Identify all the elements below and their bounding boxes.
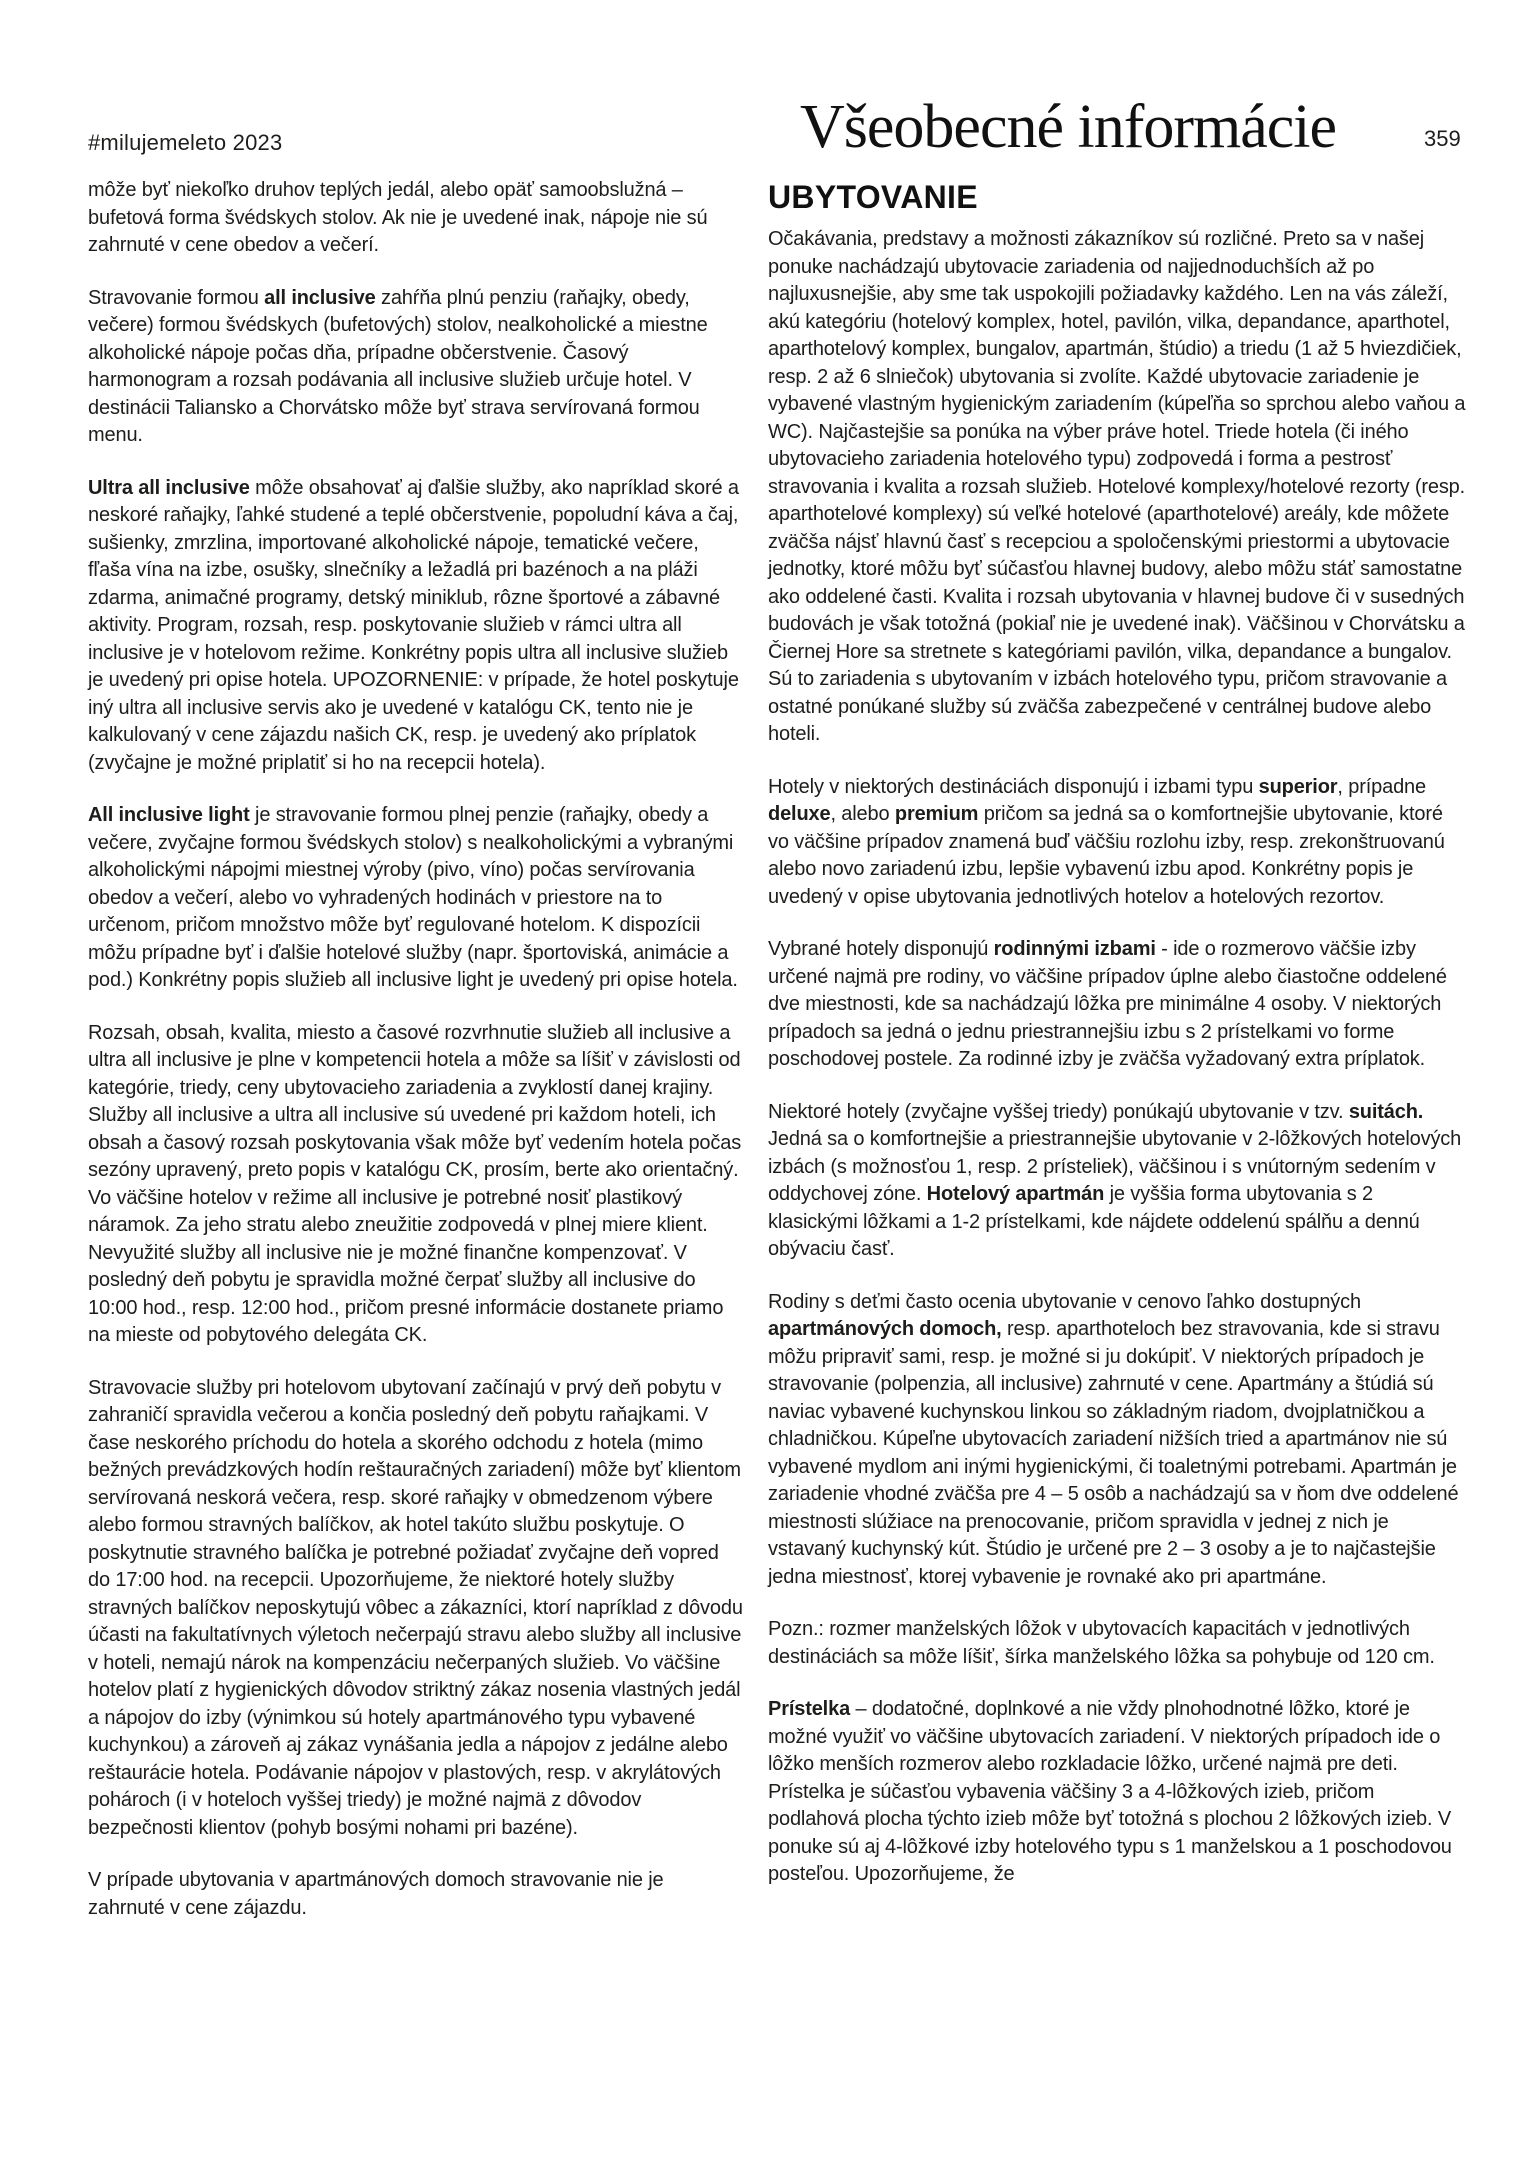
text-run: Očakávania, predstavy a možnosti zákazníkov sú rozličné. Preto sa v našej ponuke nachádzajú ubytovacie zariadenia od najjednoduchších až po najluxusnejšie, aby sme tak uspokojili požiadavky každého. Len na vás záleží, akú kategóriu (hotelový komplex, hotel, pavilón, vilka, depandance, aparthotel, aparthotelový komplex, bungalov, apartmán, štúdio) a triedu (1 až 5 hviezdičiek, resp. 2 až 6 slniečok) ubytovania si zvolíte. Každé ubytovacie zariadenie je vybavené vlastným hygienickým zariadením (kúpeľňa so sprchou alebo vaňou a WC). Najčastejšie sa ponúka na výber práve hotel. Triede hotela (či iného ubytovacieho zariadenia hotelového typu) zodpovedá i forma a pestrosť stravovania i kvalita a rozsah služieb. Hotelové komplexy/hotelové rezorty (resp. aparthotelové komplexy) sú veľké hotelové (aparthotelové) areály, kde môžete zväčša nájsť hlavnú časť s recepciou a spoločenskými priestormi a ubytovacie jednotky, ktoré môžu byť súčasťou hlavnej budovy, alebo môžu stáť samostatne ako oddelené časti. Kvalita i rozsah ubytovania v hlavnej budove či v susedných budovách je však totožná (pokiaľ nie je uvedené inak). Väčšinou v Chorvátsku a Čiernej Hore sa stretnete s kategóriami pavilón, vilka, depandance a bungalov. Sú to zariadenia s ubytovaním v izbách hotelového typu, pričom stravovanie a ostatné ponúkané služby sú zväčša zabezpečené v centrálnej budove alebo hoteli. [768, 228, 1466, 745]
text-run: Jedná sa o komfortnejšie a priestrannejšie ubytovanie v 2-lôžkových hotelových izbách (s možnosťou 1, resp. 2 prísteliek), väčšinou i s vnútorným sedením v oddychovej zóne. [768, 1128, 1462, 1205]
paragraph [88, 802, 744, 995]
text-run: Vybrané hotely disponujú [768, 938, 994, 960]
text-run: Hotely v niektorých destináciách disponujú i izbami typu [768, 775, 1259, 798]
text-run: Stravovacie služby pri hotelovom ubytovaní začínajú v prvý deň pobytu v zahraničí spravidla večerou a končia posledný deň pobytu raňajkami. V čase neskorého príchodu do hotela a skorého odchodu z hotela (mimo bežných prevádzkových hodín reštauračných zariadení) môže byť klientom servírovaná neskorá večera, resp. skoré raňajky v obmedzenom výbere alebo formou stravných balíčkov, ak hotel takúto službu poskytuje. O poskytnutie stravného balíčka je potrebné požiadať zvyčajne deň vopred do 17:00 hod. na recepcii. Upozorňujeme, že niektoré hotely služby stravných balíčkov neposkytujú vôbec a zákazníci, ktorí napríklad z dôvodu účasti na fakultatívnych výletoch nečerpajú stravu alebo služby all inclusive v hoteli, nemajú nárok na kompenzáciu nečerpaných služieb. Vo väčšine hotelov platí z hygienických dôvodov striktný zákaz nosenia vlastných jedál a nápojov do izby (výnimkou sú hotely apartmánového typu vybavené kuchynkou) a zároveň aj zákaz vynášania jedla a nápojov z jedálne alebo reštaurácie hotela. Podávanie nápojov v plastových, resp. v akrylátových pohároch (i v hoteloch vyššej triedy) je možné najmä z dôvodov bezpečnosti klientov (pohyb bosými nohami pri bazéne). [88, 1376, 743, 1839]
bold-text-run: suitách. [1348, 1100, 1424, 1123]
text-run: zahŕňa plnú penziu (raňajky, obedy, večere) formou švédskych (bufetových) stolov, nealkoholické a miestne alkoholické nápoje počas dňa, prípadne občerstvenie. Časový harmonogram a rozsah podávania all inclusive služieb určuje hotel. V destinácii Taliansko a Chorvátsko môže byť strava servírovaná formou menu. [88, 286, 708, 446]
text-run: pričom sa jedná sa o komfortnejšie ubytovanie, ktoré vo väčšine prípadov znamená buď väčšiu rozlohu izby, resp. zrekonštruovanú alebo novo zariadenú izbu, lepšie vybavenú izbu apod. Konkrétny popis je uvedený v opise ubytovania jednotlivých hotelov a hotelových rezortov. [768, 803, 1445, 908]
right-column [768, 180, 1467, 1889]
text-run: je vyššia forma ubytovania s 2 klasickými lôžkami a 1-2 prístelkami, kde nájdete oddelenú spálňu a dennú obývaciu časť. [768, 1183, 1420, 1260]
paragraph [88, 177, 744, 260]
left-column [88, 177, 744, 1922]
text-run: , prípadne [1337, 775, 1426, 798]
paragraph [768, 226, 1467, 749]
paragraph [768, 1099, 1467, 1264]
text-run: - ide o rozmerovo väčšie izby určené najmä pre rodiny, vo väčšine prípadov úplne alebo čiastočne oddelené dve miestnosti, kde sa nachádzajú lôžka pre minimálne 4 osoby. V niektorých prípadoch sa jedná o jednu priestrannejšiu izbu s 2 prístelkami vo forme poschodovej postele. Za rodinné izby je zväčša vyžadovaný extra príplatok. [768, 938, 1447, 1070]
text-run: Rodiny s deťmi často ocenia ubytovanie v cenovo ľahko dostupných [768, 1290, 1361, 1313]
text-run: je stravovanie formou plnej penzie (raňajky, obedy a večere, zvyčajne formou švédskych stolov) s nealkoholickými a vybranými alkoholickými nápojmi miestnej výroby (pivo, víno) počas servírovania obedov a večerí, alebo vo vyhradených hodinách v priestore na to určenom, pričom množstvo môže byť regulované hotelom. K dispozícii môžu prípadne byť i ďalšie hotelové služby (napr. športoviská, animácie a pod.) Konkrétny popis služieb all inclusive light je uvedený pri opise hotela. [88, 804, 738, 991]
bold-text-run: all inclusive [264, 286, 376, 309]
text-run: Niektoré hotely (zvyčajne vyššej triedy) ponúkajú ubytovanie v tzv. [768, 1100, 1349, 1123]
bold-text-run: Hotelový apartmán [926, 1183, 1105, 1205]
bold-text-run: Prístelka [768, 1698, 851, 1720]
paragraph [768, 1696, 1467, 1889]
bold-text-run: premium [894, 803, 979, 825]
text-run: V prípade ubytovania v apartmánových domoch stravovanie nie je zahrnuté v cene zájazdu. [88, 1869, 664, 1919]
paragraph [768, 936, 1467, 1074]
text-run: Pozn.: rozmer manželských lôžok v ubytovacích kapacitách v jednotlivých destináciách sa môže líšiť, šírka manželského lôžka sa pohybuje od 120 cm. [768, 1618, 1435, 1668]
text-run: Rozsah, obsah, kvalita, miesto a časové rozvrhnutie služieb all inclusive a ultra all inclusive je plne v kompetencii hotela a môže sa líšiť v závislosti od kategórie, triedy, ceny ubytovacieho zariadenia a zvyklostí danej krajiny. Služby all inclusive a ultra all inclusive sú uvedené pri každom hoteli, ich obsah a časový rozsah poskytovania však môže byť vedením hotela počas sezóny upravený, preto popis v katalógu CK, prosím, berte ako orientačný. Vo väčšine hotelov v režime all inclusive je potrebné nosiť plastikový náramok. Za jeho stratu alebo zneužitie zodpovedá v plnej miere klient. Nevyužité služby all inclusive nie je možné finančne kompenzovať. V posledný deň pobytu je spravidla možné čerpať služby all inclusive do 10:00 hod., resp. 12:00 hod., pričom presné informácie dostanete priamo na mieste od pobytového delegáta CK. [88, 1021, 742, 1346]
text-run: , alebo [830, 803, 895, 825]
paragraph [88, 285, 744, 450]
text-run: môže obsahovať aj ďalšie služby, ako napríklad skoré a neskoré raňajky, ľahké studené a teplé občerstvenie, popoludní káva a čaj, sušienky, zmrzlina, importované alkoholické nápoje, tematické večere, fľaša vína na izbe, osušky, slnečníky a ležadlá pri bazénoch a na pláži zdarma, animačné programy, detský miniklub, rôzne športové a zábavné aktivity. Program, rozsah, resp. poskytovanie služieb v rámci ultra all inclusive je v hotelovom režime. Konkrétny popis ultra all inclusive služieb je uvedený pri opise hotela. UPOZORNENIE: v prípade, že hotel poskytuje iný ultra all inclusive servis ako je uvedené v katalógu CK, tento nie je kalkulovaný v cene zájazdu našich CK, resp. je uvedený ako príplatok (zvyčajne je možné priplatiť si ho na recepcii hotela). [88, 476, 739, 774]
section-heading-ubytovanie: UBYTOVANIE [768, 179, 978, 215]
paragraph [88, 475, 744, 778]
bold-text-run: All inclusive light [88, 804, 250, 826]
bold-text-run: Ultra all inclusive [88, 476, 250, 499]
bold-text-run: apartmánových domoch, [768, 1318, 1002, 1340]
text-run: môže byť niekoľko druhov teplých jedál, alebo opäť samoobslužná – bufetová forma švédskych stolov. Ak nie je uvedené inak, nápoje nie sú zahrnuté v cene obedov a večerí. [88, 179, 708, 256]
bold-text-run: rodinnými izbami [993, 938, 1156, 960]
bold-text-run: deluxe [768, 803, 831, 825]
paragraph [768, 1616, 1467, 1671]
text-run: resp. aparthoteloch bez stravovania, kde si stravu môžu pripraviť sami, resp. je možné si ju dokúpiť. V niektorých prípadoch je stravovanie (polpenzia, all inclusive) zahrnuté v cene. Apartmány a štúdiá sú naviac vybavené kuchynskou linkou so základným riadom, dvojplatničkou a chladničkou. Kúpeľne ubytovacích zariadení nižších tried a apartmánov nie sú vybavené mydlom ani inými hygienickými, či toaletnými potrebami. Apartmán je zariadenie vhodné zväčša pre 4 – 5 osôb a nachádzajú sa v ňom dve oddelené miestnosti slúžiace na prenocovanie, pričom spravidla v jednej z nich je vstavaný kuchynský kút. Štúdio je určené pre 2 – 3 osoby a je to najčastejšie jedna miestnosť, ktorej vybavenie je rovnaké ako pri apartmáne. [768, 1318, 1459, 1588]
page-title: Všeobecné informácie [800, 93, 1337, 161]
paragraph [768, 1289, 1467, 1592]
page-number: 359 [1424, 126, 1461, 151]
paragraph [768, 774, 1467, 912]
campaign-hashtag: #milujemeleto 2023 [88, 130, 283, 155]
paragraph [88, 1020, 744, 1350]
paragraph [88, 1867, 744, 1922]
text-run: – dodatočné, doplnkové a nie vždy plnohodnotné lôžko, ktoré je možné využiť vo väčšine ubytovacích zariadení. V niektorých prípadoch ide o lôžko menších rozmerov alebo rozkladacie lôžko, určené najmä pre deti. Prístelka je súčasťou vybavenia väčšiny 3 a 4-lôžkových izieb, pričom podlahová plocha týchto izieb môže byť totožná s plochou 2 lôžkových izieb. V ponuke sú aj 4-lôžkové izby hotelového typu s 1 manželskou a 1 poschodovou posteľou. Upozorňujeme, že [768, 1698, 1452, 1885]
paragraph [88, 1375, 744, 1843]
bold-text-run: superior [1258, 775, 1338, 798]
text-run: Stravovanie formou [88, 286, 265, 309]
right-column-paragraphs [768, 226, 1467, 1889]
